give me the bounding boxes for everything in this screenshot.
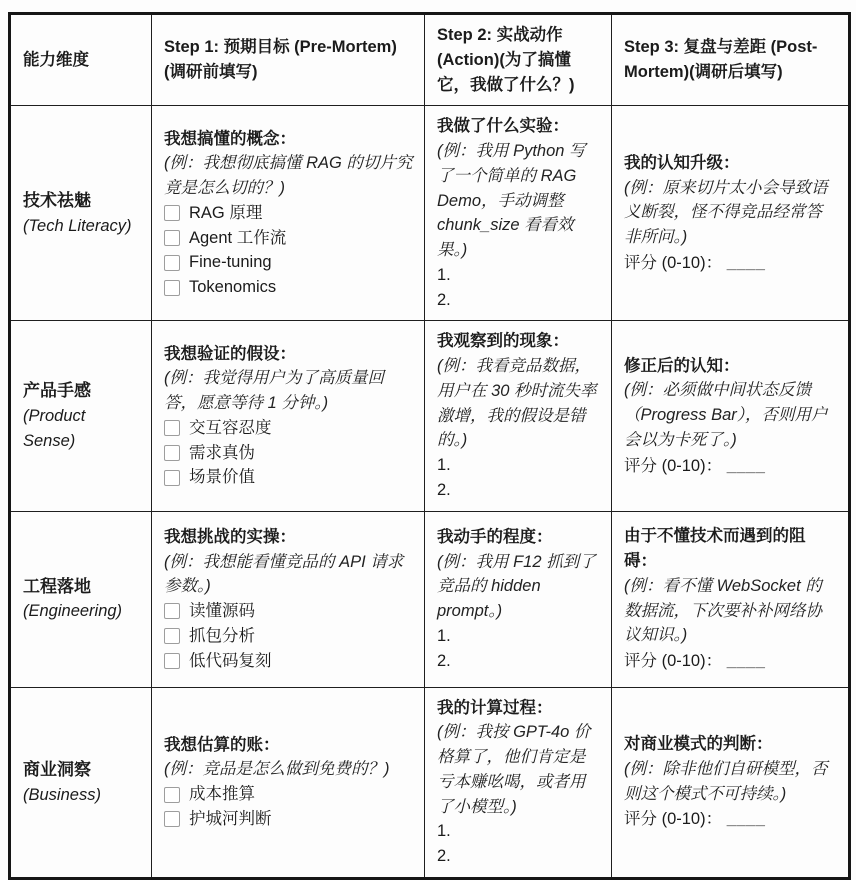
table-row (10, 511, 850, 687)
numbered-line: 2. (437, 847, 451, 865)
checkbox-label: 抓包分析 (189, 626, 255, 645)
example-text: (例：我用 F12 抓到了竞品的 hidden prompt。) (437, 552, 596, 620)
numbered-line: 1. (437, 265, 451, 284)
cell-title: 我想搞懂的概念： (164, 129, 296, 148)
checkbox-label: RAG 原理 (189, 203, 263, 222)
score-label: 评分 (0-10)： (624, 810, 723, 829)
checkbox-icon[interactable] (164, 255, 180, 271)
dimension-name: 技术祛魅 (23, 191, 91, 211)
checkbox-item[interactable] (164, 226, 414, 251)
cell-title: 我想挑战的实操： (164, 527, 296, 546)
checkbox-icon[interactable] (164, 280, 180, 296)
checkbox-item[interactable] (164, 807, 414, 832)
checkbox-item[interactable] (164, 624, 414, 649)
step2-cell (425, 106, 612, 321)
dimension-name: 工程落地 (23, 576, 91, 596)
dimension-name-en: (Engineering) (23, 602, 123, 621)
header-step1: Step 1: 预期目标 (Pre-Mortem)(调研前填写) (152, 14, 425, 106)
cell-title: 我观察到的现象： (437, 332, 569, 351)
score-label: 评分 (0-10)： (624, 456, 723, 475)
checkbox-label: Fine-tuning (189, 253, 272, 272)
checkbox-item[interactable] (164, 782, 414, 807)
checkbox-label: 需求真伪 (189, 443, 255, 462)
score-blank-field[interactable]: ____ (726, 810, 766, 829)
checkbox-label: 交互容忍度 (189, 418, 272, 437)
numbered-line: 2. (437, 651, 451, 670)
step2-cell (425, 321, 612, 511)
checkbox-item[interactable] (164, 416, 414, 441)
example-text: (例：除非他们自研模型，否则这个模式不可持续。) (624, 759, 828, 803)
example-text: (例：我看竞品数据，用户在 30 秒时流失率激增，我的假设是错的。) (437, 357, 597, 450)
step1-cell (152, 511, 425, 687)
cell-title: 由于不懂技术而遇到的阻碍： (624, 527, 806, 570)
numbered-line: 1. (437, 626, 451, 645)
score-blank-field[interactable]: ____ (726, 253, 766, 272)
header-dimension: 能力维度 (10, 14, 152, 106)
numbered-line: 2. (437, 480, 451, 499)
header-step3: Step 3: 复盘与差距 (Post-Mortem)(调研后填写) (612, 14, 850, 106)
cell-title: 我想验证的假设： (164, 344, 296, 363)
checkbox-label: 护城河判断 (189, 809, 272, 828)
checkbox-icon[interactable] (164, 205, 180, 221)
dimension-cell (10, 106, 152, 321)
dimension-cell (10, 687, 152, 878)
step3-cell (612, 511, 850, 687)
checkbox-item[interactable] (164, 275, 414, 300)
dimension-name-en: (Business) (23, 785, 101, 804)
checkbox-label: 成本推算 (189, 785, 255, 804)
dimension-name: 商业洞察 (23, 760, 91, 779)
example-text: (例：原来切片太小会导致语义断裂，怪不得竞品经常答非所问。) (624, 178, 828, 247)
capability-matrix-table (8, 12, 851, 880)
step2-cell (425, 687, 612, 878)
score-line (624, 649, 838, 674)
score-line (624, 251, 838, 276)
step3-cell (612, 106, 850, 321)
step3-cell (612, 687, 850, 878)
checkbox-item[interactable] (164, 201, 414, 226)
checkbox-item[interactable] (164, 599, 414, 624)
checkbox-icon[interactable] (164, 628, 180, 644)
dimension-cell (10, 511, 152, 687)
step1-cell (152, 106, 425, 321)
step2-cell (425, 511, 612, 687)
score-blank-field[interactable]: ____ (726, 456, 766, 475)
score-label: 评分 (0-10)： (624, 652, 723, 670)
step3-cell (612, 321, 850, 511)
checkbox-item[interactable] (164, 649, 414, 674)
example-text: (例：我觉得用户为了高质量回答，愿意等待 1 分钟。) (164, 369, 384, 413)
score-line (624, 454, 838, 479)
dimension-cell (10, 321, 152, 511)
table-row (10, 321, 850, 511)
checkbox-icon[interactable] (164, 653, 180, 669)
score-blank-field[interactable]: ____ (726, 652, 766, 670)
checkbox-item[interactable] (164, 441, 414, 466)
checkbox-label: 读懂源码 (189, 602, 255, 620)
checkbox-icon[interactable] (164, 420, 180, 436)
numbered-line: 1. (437, 822, 451, 841)
checkbox-item[interactable] (164, 465, 414, 490)
checkbox-icon[interactable] (164, 787, 180, 803)
numbered-line: 2. (437, 290, 451, 309)
checkbox-item[interactable] (164, 250, 414, 275)
checkbox-label: Agent 工作流 (189, 228, 287, 247)
dimension-name: 产品手感 (23, 381, 91, 401)
example-text: (例：竞品是怎么做到免费的？) (164, 760, 390, 779)
step1-cell (152, 687, 425, 878)
example-text: (例：我用 Python 写了一个简单的 RAG Demo，手动调整 chunk_size 看看效果。) (437, 142, 586, 259)
numbered-line: 1. (437, 456, 451, 474)
cell-title: 修正后的认知： (624, 356, 740, 375)
dimension-name-en: (Tech Literacy) (23, 216, 132, 235)
checkbox-icon[interactable] (164, 470, 180, 486)
checkbox-label: 场景价值 (189, 468, 255, 487)
example-text: (例：我想彻底搞懂 RAG 的切片究竟是怎么切的？) (164, 154, 413, 198)
header-step2: Step 2: 实战动作 (Action)(为了搞懂它，我做了什么？) (425, 14, 612, 106)
score-label: 评分 (0-10)： (624, 253, 723, 272)
checkbox-icon[interactable] (164, 811, 180, 827)
matrix-table (8, 12, 851, 880)
table-row (10, 687, 850, 878)
example-text: (例：看不懂 WebSocket 的数据流，下次要补补网络协议知识。) (624, 576, 822, 645)
cell-title: 我的计算过程： (437, 698, 553, 717)
cell-title: 我动手的程度： (437, 527, 553, 546)
cell-title: 我做了什么实验： (437, 117, 569, 136)
cell-title: 对商业模式的判断： (624, 735, 773, 754)
checkbox-icon[interactable] (164, 230, 180, 246)
dimension-name-en: (Product Sense) (23, 406, 86, 450)
step1-cell (152, 321, 425, 511)
checkbox-icon[interactable] (164, 603, 180, 619)
header-row (10, 14, 850, 106)
cell-title: 我的认知升级： (624, 153, 740, 172)
example-text: (例：必须做中间状态反馈（Progress Bar），否则用户会以为卡死了。) (624, 381, 828, 449)
checkbox-label: Tokenomics (189, 278, 277, 297)
checkbox-icon[interactable] (164, 445, 180, 461)
table-row (10, 106, 850, 321)
checkbox-label: 低代码复刻 (189, 651, 272, 670)
cell-title: 我想估算的账： (164, 735, 280, 754)
example-text: (例：我想能看懂竞品的 API 请求参数。) (164, 552, 404, 596)
example-text: (例：我按 GPT-4o 价格算了，他们肯定是亏本赚吆喝，或者用了小模型。) (437, 723, 591, 816)
